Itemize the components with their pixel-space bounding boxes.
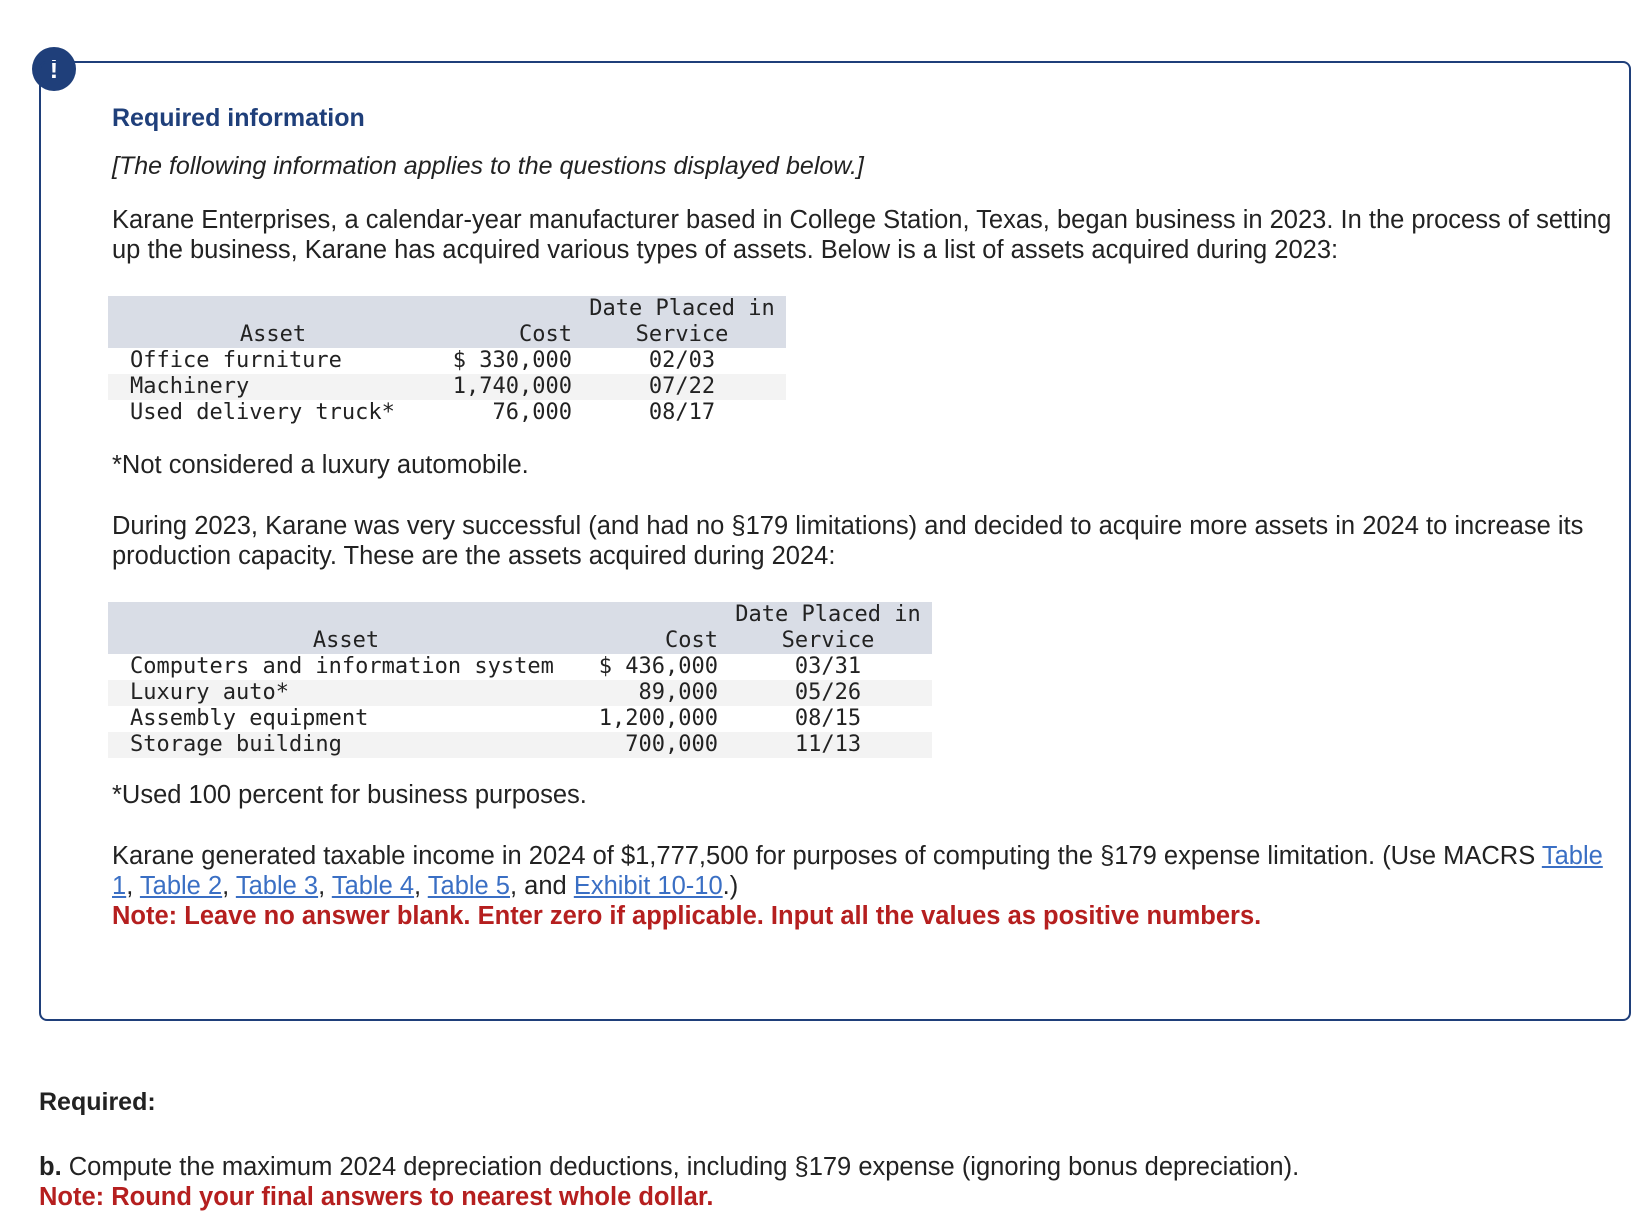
separator: ,	[126, 872, 140, 900]
table-5-link[interactable]: Table 5	[427, 872, 510, 900]
cost-cell: 700,000	[625, 732, 718, 757]
taxable-income-text: Karane generated taxable income in 2024 of $1,777,500 for purposes of computing the §179 expense limitation. (Use MACRS	[112, 842, 1542, 870]
asset-cell: Office furniture	[130, 348, 342, 373]
date-cell: 02/03	[648, 348, 716, 373]
header-cost: Cost	[665, 628, 718, 653]
date-cell: 11/13	[794, 732, 862, 757]
taxable-income-paragraph	[112, 841, 1612, 931]
cost-cell: 1,200,000	[598, 706, 718, 731]
asset-cell: Used delivery truck*	[130, 400, 395, 425]
separator: ,	[222, 872, 236, 900]
header-cost: Cost	[519, 322, 572, 347]
table-4-link[interactable]: Table 4	[331, 872, 415, 900]
cost-cell: $ 436,000	[598, 654, 718, 679]
footnote-2023: *Not considered a luxury automobile.	[112, 451, 529, 479]
asset-cell: Assembly equipment	[130, 706, 369, 731]
date-cell: 08/15	[794, 706, 862, 731]
exhibit-10-10-link[interactable]: Exhibit 10-10	[573, 872, 723, 900]
intro-paragraph: Karane Enterprises, a calendar-year manufacturer based in College Station, Texas, began business in 2023. In the process of setting up the business, Karane has acquired various types of assets. Below is a list of assets acquired during 2023:	[112, 206, 1612, 264]
table-header-row	[108, 602, 932, 654]
rounding-note: Note: Round your final answers to nearest whole dollar.	[39, 1183, 714, 1211]
date-cell: 03/31	[794, 654, 862, 679]
header-asset: Asset	[239, 322, 307, 347]
date-cell: 07/22	[648, 374, 716, 399]
header-asset: Asset	[312, 628, 380, 653]
part-b-label: b.	[39, 1153, 62, 1181]
header-date-line2: Service	[781, 628, 875, 653]
required-label: Required:	[39, 1088, 156, 1116]
table-row	[108, 654, 932, 680]
separator: , and	[510, 872, 574, 900]
header-date-placed	[724, 602, 932, 654]
cost-cell: 1,740,000	[452, 374, 572, 399]
asset-cell: Luxury auto*	[130, 680, 289, 705]
footnote-2024: *Used 100 percent for business purposes.	[112, 781, 587, 809]
alert-icon: !	[32, 47, 76, 91]
separator: ,	[414, 872, 428, 900]
header-date-line2: Service	[635, 322, 729, 347]
table-row	[108, 348, 786, 374]
header-date-placed	[578, 296, 786, 348]
date-cell: 08/17	[648, 400, 716, 425]
part-b-question	[39, 1152, 1619, 1212]
asset-cell: Computers and information system	[130, 654, 554, 679]
header-date-line1: Date Placed in	[589, 296, 775, 321]
table-2-link[interactable]: Table 2	[139, 872, 223, 900]
asset-cell: Storage building	[130, 732, 342, 757]
table-header-row	[108, 296, 786, 348]
table-row	[108, 374, 786, 400]
asset-cell: Machinery	[130, 374, 250, 399]
table-3-link[interactable]: Table 3	[235, 872, 319, 900]
instruction-note: Note: Leave no answer blank. Enter zero if applicable. Input all the values as positive numbers.	[112, 902, 1262, 930]
table-row	[108, 400, 786, 426]
second-paragraph: During 2023, Karane was very successful (and had no §179 limitations) and decided to acquire more assets in 2024 to increase its production capacity. These are the assets acquired during 2024:	[112, 512, 1584, 570]
header-date-line1: Date Placed in	[735, 602, 921, 627]
required-information-title: Required information	[112, 104, 365, 132]
paragraph-end: .)	[722, 872, 739, 900]
assets-2023-table	[108, 296, 786, 426]
cost-cell: $ 330,000	[452, 348, 572, 373]
separator: ,	[318, 872, 332, 900]
table-1-link[interactable]: Table 1	[112, 842, 1603, 900]
cost-cell: 89,000	[638, 680, 718, 705]
table-row	[108, 680, 932, 706]
table-row	[108, 706, 932, 732]
table-row	[108, 732, 932, 758]
cost-cell: 76,000	[492, 400, 572, 425]
information-note: [The following information applies to the questions displayed below.]	[112, 152, 864, 180]
part-b-text: Compute the maximum 2024 depreciation deductions, including §179 expense (ignoring bonus depreciation).	[61, 1153, 1300, 1181]
date-cell: 05/26	[794, 680, 862, 705]
assets-2024-table	[108, 602, 932, 758]
